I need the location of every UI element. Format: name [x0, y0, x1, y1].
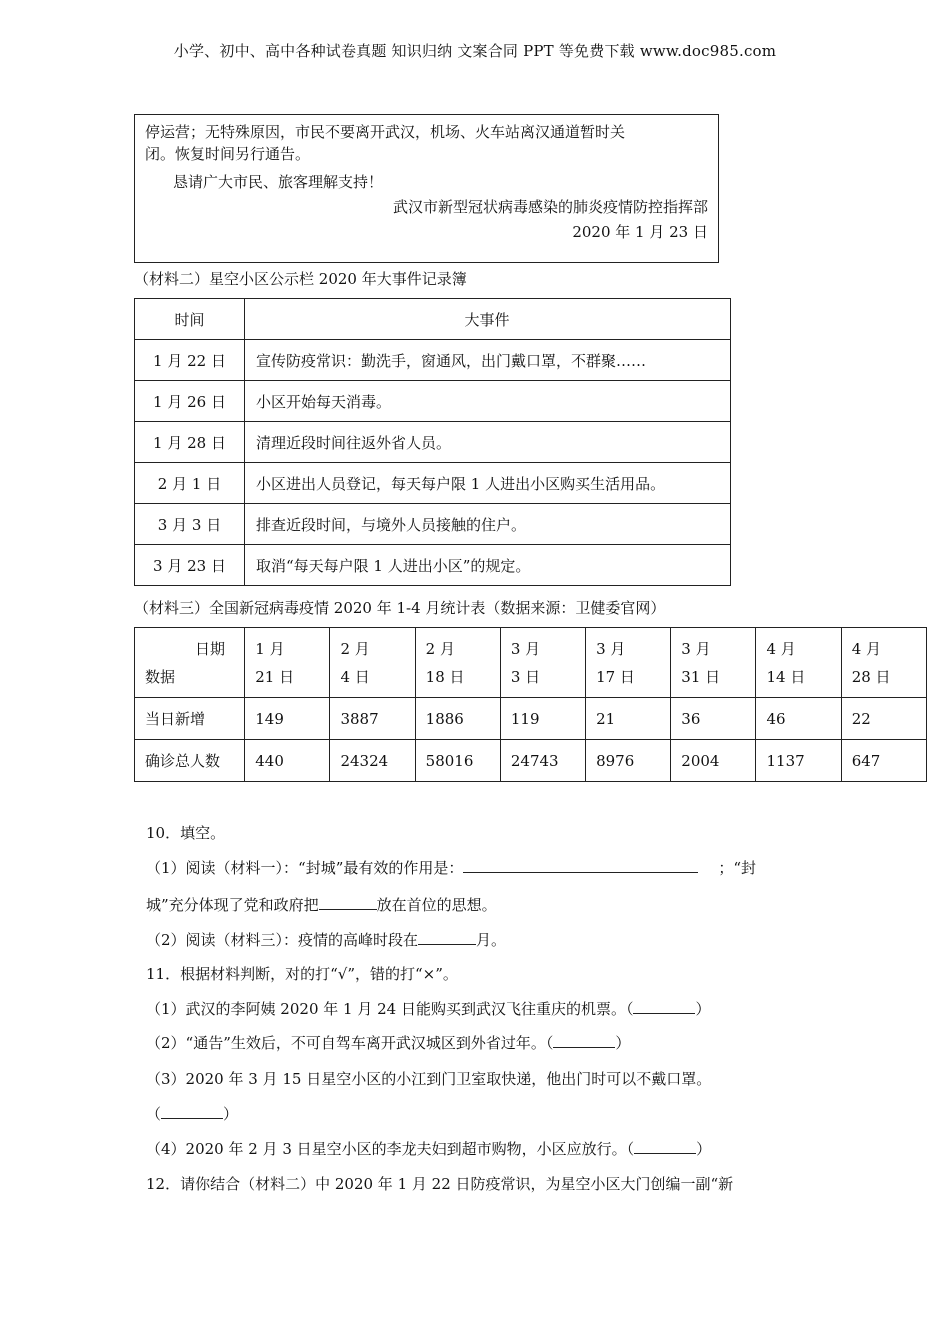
data-cell: 58016	[415, 740, 500, 782]
question-10-2	[146, 929, 506, 950]
date-day: 14 日	[766, 667, 806, 686]
data-cell: 2004	[671, 740, 756, 782]
row-event: 宣传防疫常识：勤洗手，窗通风，出门戴口罩，不群聚……	[245, 340, 731, 381]
date-month: 2 月	[340, 639, 370, 658]
table-row	[135, 381, 731, 422]
close-paren: ）	[695, 1000, 711, 1018]
row-event: 清理近段时间往返外省人员。	[245, 422, 731, 463]
row-date: 2 月 1 日	[135, 463, 245, 504]
date-month: 2 月	[425, 639, 455, 658]
table-row-daily-new	[135, 698, 927, 740]
data-cell: 24324	[330, 740, 415, 782]
date-month: 3 月	[596, 639, 626, 658]
close-paren: ）	[615, 1034, 631, 1052]
header-time: 时间	[135, 299, 245, 340]
data-cell: 8976	[586, 740, 671, 782]
date-day: 18 日	[425, 667, 465, 686]
question-text: （1）武汉的李阿姨 2020 年 1 月 24 日能购买到武汉飞往重庆的机票。（	[146, 1000, 634, 1018]
date-month: 3 月	[510, 639, 541, 658]
row-event: 排查近段时间，与境外人员接触的住户。	[245, 504, 731, 545]
data-cell: 21	[586, 698, 671, 740]
row-date: 3 月 3 日	[135, 504, 245, 545]
row-label: 当日新增	[135, 698, 245, 740]
notice-line-1: 停运营；无特殊原因，市民不要离开武汉，机场、火车站离汉通道暂时关	[145, 123, 626, 141]
corner-cell	[135, 628, 245, 698]
date-cell	[841, 628, 926, 698]
question-11-3-answer	[146, 1103, 238, 1124]
table-row	[135, 545, 731, 586]
data-cell: 22	[841, 698, 926, 740]
question-12: 12．请你结合（材料二）中 2020 年 1 月 22 日防疫常识，为星空小区大门创编一副“新	[146, 1175, 734, 1193]
data-cell: 647	[841, 740, 926, 782]
data-cell: 46	[756, 698, 841, 740]
question-text: 城”充分体现了党和政府把	[146, 896, 319, 914]
date-cell	[330, 628, 415, 698]
material2-caption: （材料二）星空小区公示栏 2020 年大事件记录簿	[134, 270, 467, 288]
date-day: 4 日	[340, 667, 370, 686]
data-cell: 1137	[756, 740, 841, 782]
date-day: 21 日	[255, 667, 295, 686]
table-row	[135, 463, 731, 504]
date-month: 1 月	[255, 639, 285, 658]
question-text: （2）“通告”生效后，不可自驾车离开武汉城区到外省过年。（	[146, 1034, 554, 1052]
date-cell	[586, 628, 671, 698]
question-11-4	[146, 1138, 711, 1159]
row-date: 3 月 23 日	[135, 545, 245, 586]
question-11-2	[146, 1032, 630, 1053]
notice-date: 2020 年 1 月 23 日	[572, 223, 708, 241]
close-paren: ）	[223, 1105, 239, 1123]
answer-blank[interactable]	[161, 1104, 223, 1119]
open-paren: （	[146, 1105, 162, 1123]
question-text: 放在首位的思想。	[376, 896, 497, 914]
answer-blank[interactable]	[319, 895, 377, 910]
date-cell	[756, 628, 841, 698]
answer-blank[interactable]	[463, 858, 698, 873]
material3-caption: （材料三）全国新冠病毒疫情 2020 年 1-4 月统计表（数据来源：卫健委官网）	[134, 599, 666, 617]
table-row	[135, 422, 731, 463]
question-text: 月。	[476, 931, 507, 949]
question-11-3: （3）2020 年 3 月 15 日星空小区的小江到门卫室取快递，他出门时可以不戴口罩。	[146, 1070, 712, 1088]
data-cell: 440	[245, 740, 330, 782]
table-row-total-confirmed	[135, 740, 927, 782]
data-cell: 149	[245, 698, 330, 740]
table-row	[135, 504, 731, 545]
row-date: 1 月 28 日	[135, 422, 245, 463]
row-date: 1 月 26 日	[135, 381, 245, 422]
question-11: 11．根据材料判断，对的打“√”，错的打“×”。	[146, 965, 458, 983]
row-label: 确诊总人数	[135, 740, 245, 782]
data-cell: 1886	[415, 698, 500, 740]
data-cell: 36	[671, 698, 756, 740]
row-event: 小区开始每天消毒。	[245, 381, 731, 422]
data-cell: 119	[500, 698, 585, 740]
table-header-row	[135, 628, 927, 698]
row-event: 取消“每天每户限 1 人进出小区”的规定。	[245, 545, 731, 586]
row-date: 1 月 22 日	[135, 340, 245, 381]
question-10: 10．填空。	[146, 824, 226, 842]
data-cell: 3887	[330, 698, 415, 740]
date-day: 28 日	[851, 667, 891, 686]
date-day: 17 日	[596, 667, 635, 686]
question-10-1-cont	[146, 894, 497, 915]
corner-data-label: 数据	[145, 667, 176, 686]
header-event: 大事件	[245, 299, 731, 340]
notice-line-2: 闭。恢复时间另行通告。	[145, 145, 311, 163]
question-text: （1）阅读（材料一）：“封城”最有效的作用是：	[146, 859, 464, 877]
answer-blank[interactable]	[633, 999, 695, 1014]
close-paren: ）	[696, 1140, 712, 1158]
date-day: 3 日	[510, 667, 541, 686]
date-month: 4 月	[766, 639, 796, 658]
answer-blank[interactable]	[418, 930, 476, 945]
material3-table	[134, 627, 927, 782]
material2-table	[134, 298, 731, 586]
question-text: （2）阅读（材料三）：疫情的高峰时段在	[146, 931, 419, 949]
notice-box	[134, 114, 719, 263]
row-event: 小区进出人员登记，每天每户限 1 人进出小区购买生活用品。	[245, 463, 731, 504]
date-cell	[671, 628, 756, 698]
question-text: ；“封	[718, 859, 757, 877]
table-header-row	[135, 299, 731, 340]
notice-line-3: 恳请广大市民、旅客理解支持！	[173, 173, 384, 191]
question-11-1	[146, 998, 710, 1019]
table-row	[135, 340, 731, 381]
date-cell	[500, 628, 585, 698]
data-cell: 24743	[500, 740, 585, 782]
page-header: 小学、初中、高中各种试卷真题 知识归纳 文案合同 PPT 等免费下载 www.doc985.com	[173, 42, 777, 60]
answer-blank[interactable]	[634, 1139, 696, 1154]
corner-date-label: 日期	[195, 639, 226, 658]
date-cell	[415, 628, 500, 698]
notice-signature: 武汉市新型冠状病毒感染的肺炎疫情防控指挥部	[392, 198, 708, 216]
date-day: 31 日	[681, 667, 721, 686]
question-10-1	[146, 857, 756, 878]
question-text: （4）2020 年 2 月 3 日星空小区的李龙夫妇到超市购物，小区应放行。（	[146, 1140, 635, 1158]
date-month: 3 月	[681, 639, 711, 658]
date-month: 4 月	[851, 639, 881, 658]
date-cell	[245, 628, 330, 698]
answer-blank[interactable]	[553, 1033, 615, 1048]
